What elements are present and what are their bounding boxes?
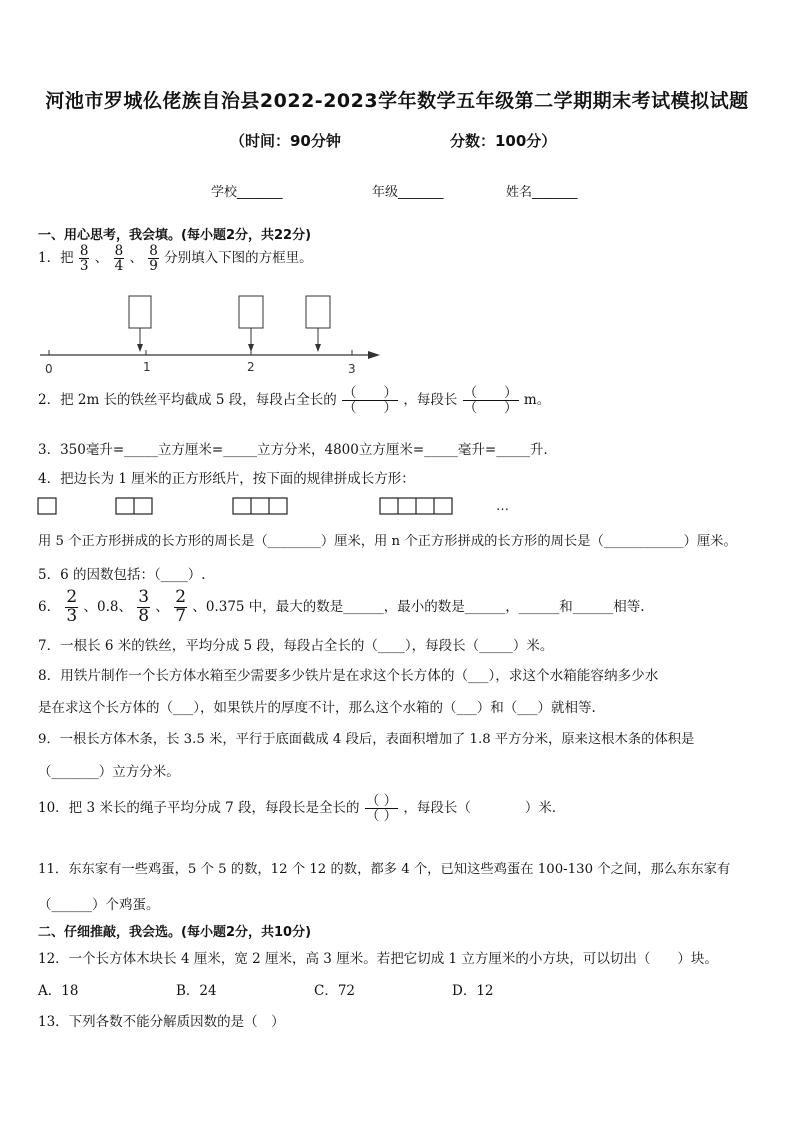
fraction-blank[interactable]: $\frac{( )}{( )}$ — [365, 793, 398, 825]
grade-field[interactable]: 年级_______ — [372, 185, 444, 200]
square-pattern-figure — [36, 495, 536, 519]
fraction: $\frac{8}{3}$ — [79, 243, 89, 275]
question-11-line-1: 11．东东家有一些鸡蛋，5 个 5 的数，12 个 12 的数，都多 4 个，已知这些鸡蛋在 100-130 个之间，那么东东家有 — [38, 862, 731, 877]
question-12: 12．一个长方体木块长 4 厘米，宽 2 厘米，高 3 厘米。若把它切成 1 立方厘米的小方块，可以切出（ ）块。 — [38, 951, 718, 967]
question-4-line-2: 用 5 个正方形拼成的长方形的周长是（________）厘米，用 n 个正方形拼成的长方形的周长是（____________）厘米。 — [38, 534, 737, 549]
tick-label-3: 3 — [348, 362, 356, 376]
pattern-1 — [38, 498, 56, 514]
exam-time: （时间：90分钟 — [230, 132, 341, 150]
question-9-line-2: （_______）立方分米。 — [38, 764, 180, 780]
q1-text: 分别填入下图的方框里。 — [164, 250, 313, 267]
answer-box-3[interactable] — [306, 296, 330, 328]
question-8-line-2: 是在求这个长方体的（___），如果铁片的厚度不计，那么这个水箱的（___）和（___）就相等. — [38, 700, 596, 716]
question-7: 7．一根长 6 米的铁丝，平均分成 5 段，每段占全长的（____），每段长（_____）米。 — [38, 638, 554, 654]
fraction: $\frac{2}{3}$ — [66, 587, 78, 626]
fraction-blank[interactable]: $\frac{( )}{( )}$ — [463, 385, 518, 417]
fraction-blank[interactable]: $\frac{( )}{( )}$ — [343, 385, 398, 417]
question-9-line-1: 9．一根长方体木条，长 3.5 米，平行于底面截成 4 段后，表面积增加了 1.8 平方分米，原来这根木条的体积是 — [38, 732, 695, 747]
fraction: $\frac{2}{7}$ — [175, 587, 187, 626]
option-b[interactable]: B．24 — [176, 983, 217, 999]
question-3: 3．350毫升=_____立方厘米=_____立方分米，4800立方厘米=_____毫升=_____升． — [38, 442, 557, 458]
fraction: $\frac{8}{9}$ — [149, 243, 158, 275]
tick-label-2: 2 — [247, 360, 255, 374]
pattern-3 — [233, 498, 287, 514]
answer-box-2[interactable] — [239, 296, 263, 328]
name-field[interactable]: 姓名_______ — [506, 185, 578, 200]
question-5: 5．6 的因数包括：（____）. — [38, 567, 206, 583]
separator: 、 — [94, 250, 109, 267]
question-6: 6． $\frac{2}{3}$ 、0.8、 $\frac{3}{8}$ 、 $\frac{2}{7}$ 、0.375 中，最大的数是______，最小的数是______，______和______相等. — [38, 587, 645, 626]
section-2-heading: 二、仔细推敲，我会选。(每小题2分，共10分) — [38, 925, 312, 940]
question-11-line-2: （______）个鸡蛋。 — [38, 897, 160, 913]
fraction: $\frac{8}{4}$ — [114, 243, 124, 275]
option-a[interactable]: A．18 — [38, 983, 79, 999]
question-1 — [38, 244, 313, 273]
number-line-figure — [36, 290, 386, 380]
exam-title: 河池市罗城仫佬族自治县2022-2023学年数学五年级第二学期期末考试模拟试题 — [45, 90, 749, 112]
school-field[interactable]: 学校_______ — [211, 185, 283, 200]
question-10: 10．把 3 米长的绳子平均分成 7 段，每段长是全长的 $\frac{( )}{( )}$ ，每段长（ ）米． — [38, 793, 566, 825]
arrow-icon — [137, 344, 143, 352]
q1-number: 1．把 — [38, 250, 74, 267]
answer-box-1[interactable] — [129, 296, 151, 328]
question-2: 2．把 2m 长的铁丝平均截成 5 段，每段占全长的 $\frac{( )}{( )}$ ，每段长 $\frac{( )}{( )}$ m。 — [38, 385, 551, 417]
section-1-heading: 一、用心思考，我会填。(每小题2分，共22分) — [38, 228, 312, 243]
separator: 、 — [129, 250, 143, 267]
pattern-2 — [116, 498, 152, 514]
tick-label-0: 0 — [45, 362, 53, 376]
arrow-right-icon — [368, 351, 380, 359]
option-d[interactable]: D．12 — [452, 983, 494, 999]
option-c[interactable]: C．72 — [314, 983, 356, 999]
question-4: 4．把边长为 1 厘米的正方形纸片，按下面的规律拼成长方形： — [38, 471, 415, 487]
fraction: $\frac{3}{8}$ — [138, 587, 150, 626]
arrow-icon — [315, 344, 321, 352]
question-8-line-1: 8．用铁片制作一个长方体水箱至少需要多少铁片是在求这个长方体的（___），求这个水箱能容纳多少水 — [38, 668, 659, 684]
ellipsis: … — [496, 499, 509, 514]
pattern-4 — [380, 498, 452, 514]
exam-score: 分数：100分） — [450, 132, 557, 150]
tick-label-1: 1 — [143, 360, 151, 374]
question-13: 13．下列各数不能分解质因数的是（ ） — [38, 1014, 285, 1030]
